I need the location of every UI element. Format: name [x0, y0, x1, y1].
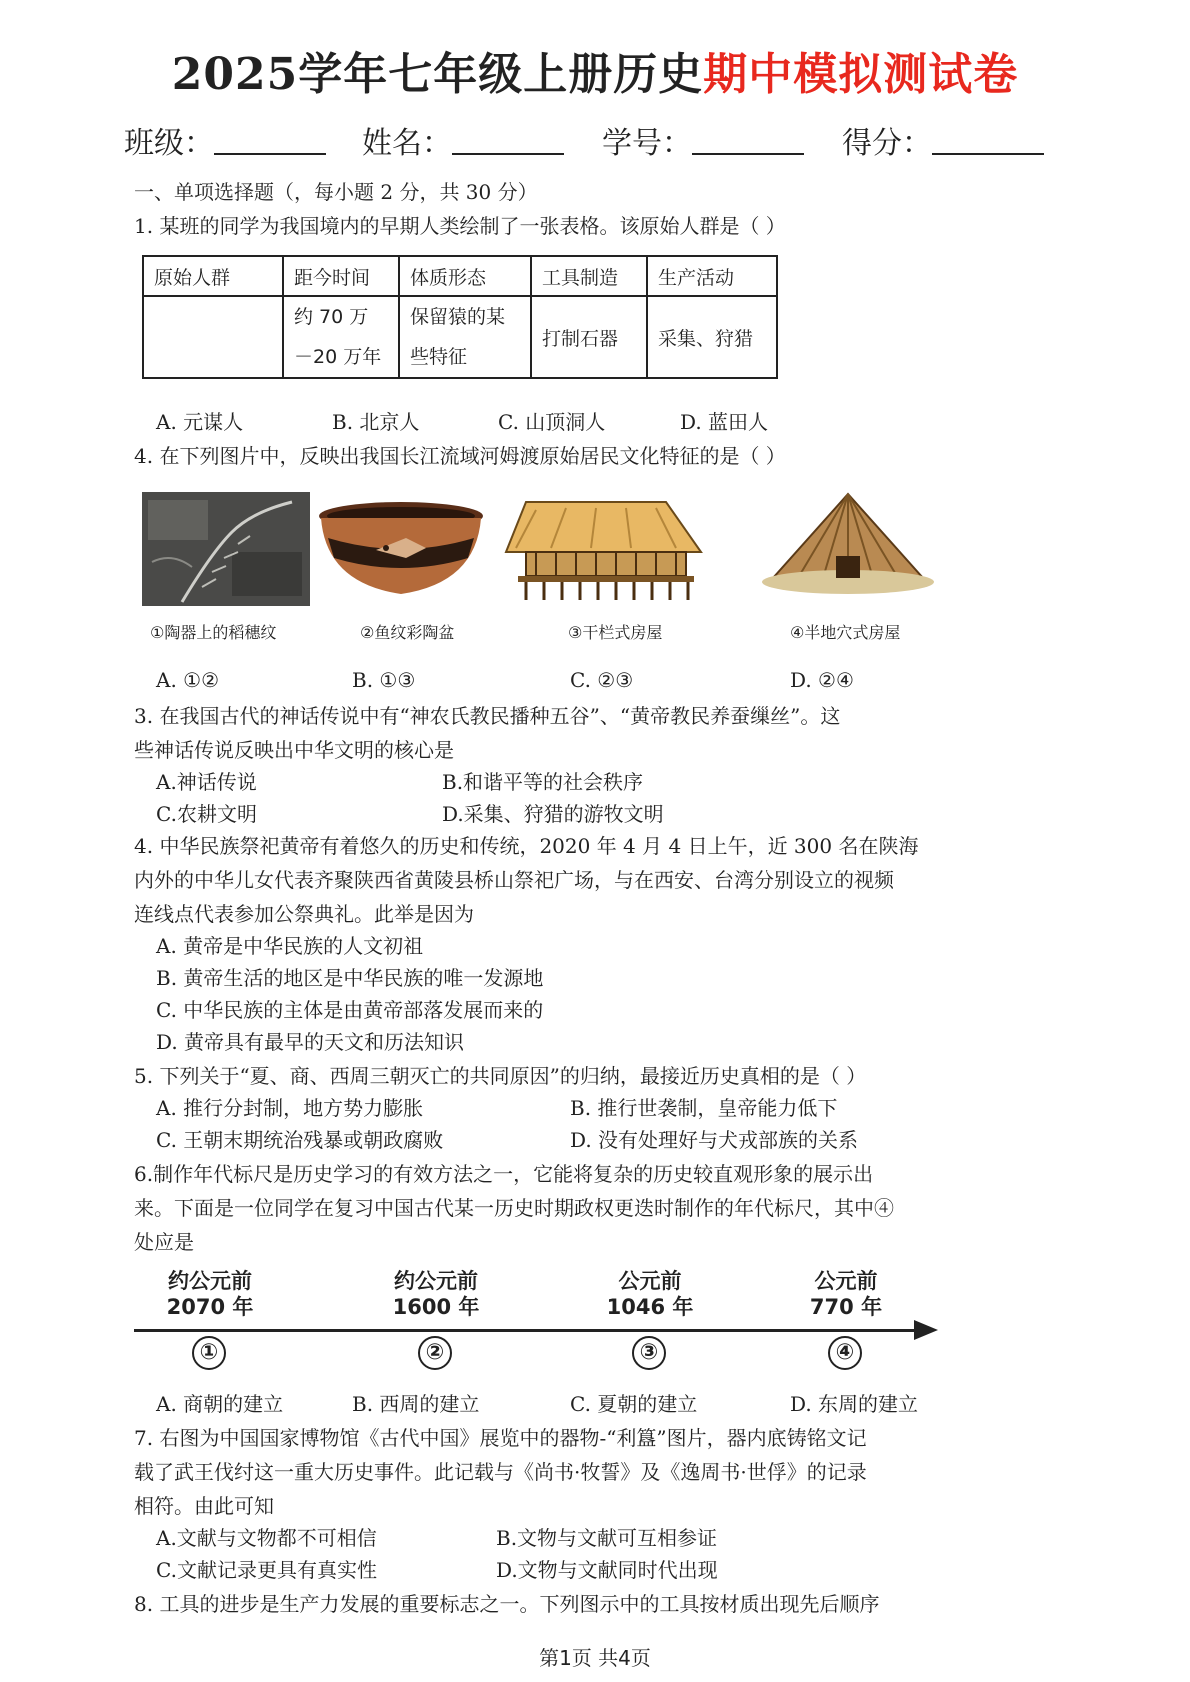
- question-1-table: [142, 255, 778, 379]
- question-1-stem: 1. 某班的同学为我国境内的早期人类绘制了一张表格。该原始人群是（ ）: [134, 214, 786, 238]
- image-caption-2: ②鱼纹彩陶盆: [360, 623, 455, 642]
- timeline-marker-2: ②: [418, 1336, 452, 1370]
- q7-option-c[interactable]: C.文献记录更具有真实性: [156, 1558, 377, 1582]
- pit-house-image: [758, 490, 938, 602]
- timeline-marker-3: ③: [632, 1336, 666, 1370]
- q1-option-a[interactable]: A. 元谋人: [156, 410, 244, 434]
- image-caption-1: ①陶器上的稻穗纹: [150, 623, 277, 642]
- timeline-label-2: [376, 1268, 496, 1320]
- question-4b-line-3: 连线点代表参加公祭典礼。此举是因为: [134, 902, 474, 926]
- q4a-option-d[interactable]: D. ②④: [790, 668, 854, 692]
- page-footer: 第1页 共4页: [539, 1646, 651, 1670]
- rice-pattern-image: [142, 492, 310, 606]
- question-5-stem: 5. 下列关于“夏、商、西周三朝灭亡的共同原因”的归纳，最接近历史真相的是（ ）: [134, 1064, 867, 1088]
- page-title: [0, 38, 1190, 102]
- question-3-line-1: 3. 在我国古代的神话传说中有“神农氏教民播种五谷”、“黄帝教民养蚕缫丝”。这: [134, 704, 841, 728]
- question-6-line-2: 来。下面是一位同学在复习中国古代某一历史时期政权更迭时制作的年代标尺，其中④: [134, 1196, 894, 1220]
- question-4b-line-1: 4. 中华民族祭祀黄帝有着悠久的历史和传统，2020 年 4 月 4 日上午，近 300 名在陕海: [134, 834, 919, 858]
- class-label: 班级：: [124, 126, 214, 161]
- q3-option-b[interactable]: B.和谐平等的社会秩序: [442, 770, 644, 794]
- time-line-2: －20 万年: [294, 346, 382, 368]
- question-6-line-3: 处应是: [134, 1230, 194, 1254]
- q1-option-c[interactable]: C. 山顶洞人: [498, 410, 606, 434]
- table-cell: [399, 296, 531, 378]
- class-blank[interactable]: [214, 129, 326, 155]
- timeline-label-2-line1: 约公元前: [394, 1269, 478, 1293]
- q4a-option-b[interactable]: B. ①③: [352, 668, 416, 692]
- timeline-label-3-line1: 公元前: [618, 1269, 682, 1293]
- student-id-field[interactable]: [602, 118, 804, 162]
- question-4b-line-2: 内外的中华儿女代表齐聚陕西省黄陵县桥山祭祀广场，与在西安、台湾分别设立的视频: [134, 868, 894, 892]
- table-cell: 打制石器: [531, 296, 647, 378]
- title-highlight: 期中模拟测试卷: [703, 49, 1019, 100]
- question-7-line-2: 载了武王伐纣这一重大历史事件。此记载与《尚书·牧誓》及《逸周书·世俘》的记录: [134, 1460, 867, 1484]
- q1-option-d[interactable]: D. 蓝田人: [680, 410, 769, 434]
- name-label: 姓名：: [362, 126, 452, 161]
- question-6-line-1: 6.制作年代标尺是历史学习的有效方法之一，它能将复杂的历史较直观形象的展示出: [134, 1162, 874, 1186]
- score-field[interactable]: [842, 118, 1044, 162]
- q6-option-d[interactable]: D. 东周的建立: [790, 1392, 919, 1416]
- timeline-marker-4: ④: [828, 1336, 862, 1370]
- stilt-house-image: [496, 490, 706, 602]
- class-field[interactable]: [124, 118, 326, 162]
- question-3-line-2: 些神话传说反映出中华文明的核心是: [134, 738, 454, 762]
- timeline-axis: [134, 1329, 924, 1332]
- question-8-stem: 8. 工具的进步是生产力发展的重要标志之一。下列图示中的工具按材质出现先后顺序: [134, 1592, 880, 1616]
- q5-option-b[interactable]: B. 推行世袭制，皇帝能力低下: [570, 1096, 838, 1120]
- q4a-option-c[interactable]: C. ②③: [570, 668, 634, 692]
- q3-option-d[interactable]: D.采集、狩猎的游牧文明: [442, 802, 664, 826]
- score-label: 得分：: [842, 126, 932, 161]
- q4b-option-b[interactable]: B. 黄帝生活的地区是中华民族的唯一发源地: [156, 966, 544, 990]
- q4b-option-d[interactable]: D. 黄帝具有最早的天文和历法知识: [156, 1030, 465, 1054]
- question-4a-stem: 4. 在下列图片中，反映出我国长江流域河姆渡原始居民文化特征的是（ ）: [134, 444, 786, 468]
- table-header: 距今时间: [283, 256, 399, 296]
- timeline-label-2-line2: 1600 年: [392, 1295, 480, 1319]
- timeline-label-3-line2: 1046 年: [606, 1295, 694, 1319]
- timeline-label-1-line1: 约公元前: [168, 1269, 252, 1293]
- student-id-blank[interactable]: [692, 129, 804, 155]
- table-header: 体质形态: [399, 256, 531, 296]
- timeline-label-4: [786, 1268, 906, 1320]
- table-cell: 采集、狩猎: [647, 296, 777, 378]
- q5-option-a[interactable]: A. 推行分封制，地方势力膨胀: [156, 1096, 424, 1120]
- q6-option-a[interactable]: A. 商朝的建立: [156, 1392, 284, 1416]
- q4b-option-c[interactable]: C. 中华民族的主体是由黄帝部落发展而来的: [156, 998, 544, 1022]
- q7-option-d[interactable]: D.文物与文献同时代出现: [496, 1558, 718, 1582]
- timeline-label-4-line1: 公元前: [814, 1269, 878, 1293]
- timeline-marker-1: ①: [192, 1336, 226, 1370]
- timeline-label-1: [150, 1268, 270, 1320]
- image-caption-3: ③干栏式房屋: [568, 623, 663, 642]
- body-line-2: 些特征: [410, 346, 468, 368]
- q6-option-c[interactable]: C. 夏朝的建立: [570, 1392, 698, 1416]
- timeline-label-3: [590, 1268, 710, 1320]
- question-7-line-3: 相符。由此可知: [134, 1494, 274, 1518]
- fish-basin-image: [316, 498, 486, 598]
- body-line-1: 保留猿的某: [410, 306, 506, 328]
- q5-option-d[interactable]: D. 没有处理好与犬戎部族的关系: [570, 1128, 859, 1152]
- q1-option-b[interactable]: B. 北京人: [332, 410, 420, 434]
- q3-option-a[interactable]: A.神话传说: [156, 770, 257, 794]
- q3-option-c[interactable]: C.农耕文明: [156, 802, 257, 826]
- q4b-option-a[interactable]: A. 黄帝是中华民族的人文初祖: [156, 934, 424, 958]
- time-line-1: 约 70 万: [294, 306, 369, 328]
- student-id-label: 学号：: [602, 126, 692, 161]
- name-field[interactable]: [362, 118, 564, 162]
- image-caption-4: ④半地穴式房屋: [790, 623, 901, 642]
- question-7-line-1: 7. 右图为中国国家博物馆《古代中国》展览中的器物-“利簋”图片，器内底铸铭文记: [134, 1426, 867, 1450]
- score-blank[interactable]: [932, 129, 1044, 155]
- name-blank[interactable]: [452, 129, 564, 155]
- q7-option-b[interactable]: B.文物与文献可互相参证: [496, 1526, 718, 1550]
- q5-option-c[interactable]: C. 王朝末期统治残暴或朝政腐败: [156, 1128, 444, 1152]
- section-heading: 一、单项选择题（，每小题 2 分，共 30 分）: [134, 180, 538, 204]
- table-cell-empty: [143, 296, 283, 378]
- table-cell: [283, 296, 399, 378]
- table-header: 生产活动: [647, 256, 777, 296]
- q6-option-b[interactable]: B. 西周的建立: [352, 1392, 480, 1416]
- timeline-arrow-icon: [914, 1320, 938, 1340]
- table-header: 原始人群: [143, 256, 283, 296]
- timeline-label-4-line2: 770 年: [809, 1295, 883, 1319]
- q4a-option-a[interactable]: A. ①②: [156, 668, 220, 692]
- title-main: 2025学年七年级上册历史: [171, 49, 704, 100]
- timeline-label-1-line2: 2070 年: [166, 1295, 254, 1319]
- table-header: 工具制造: [531, 256, 647, 296]
- q7-option-a[interactable]: A.文献与文物都不可相信: [156, 1526, 377, 1550]
